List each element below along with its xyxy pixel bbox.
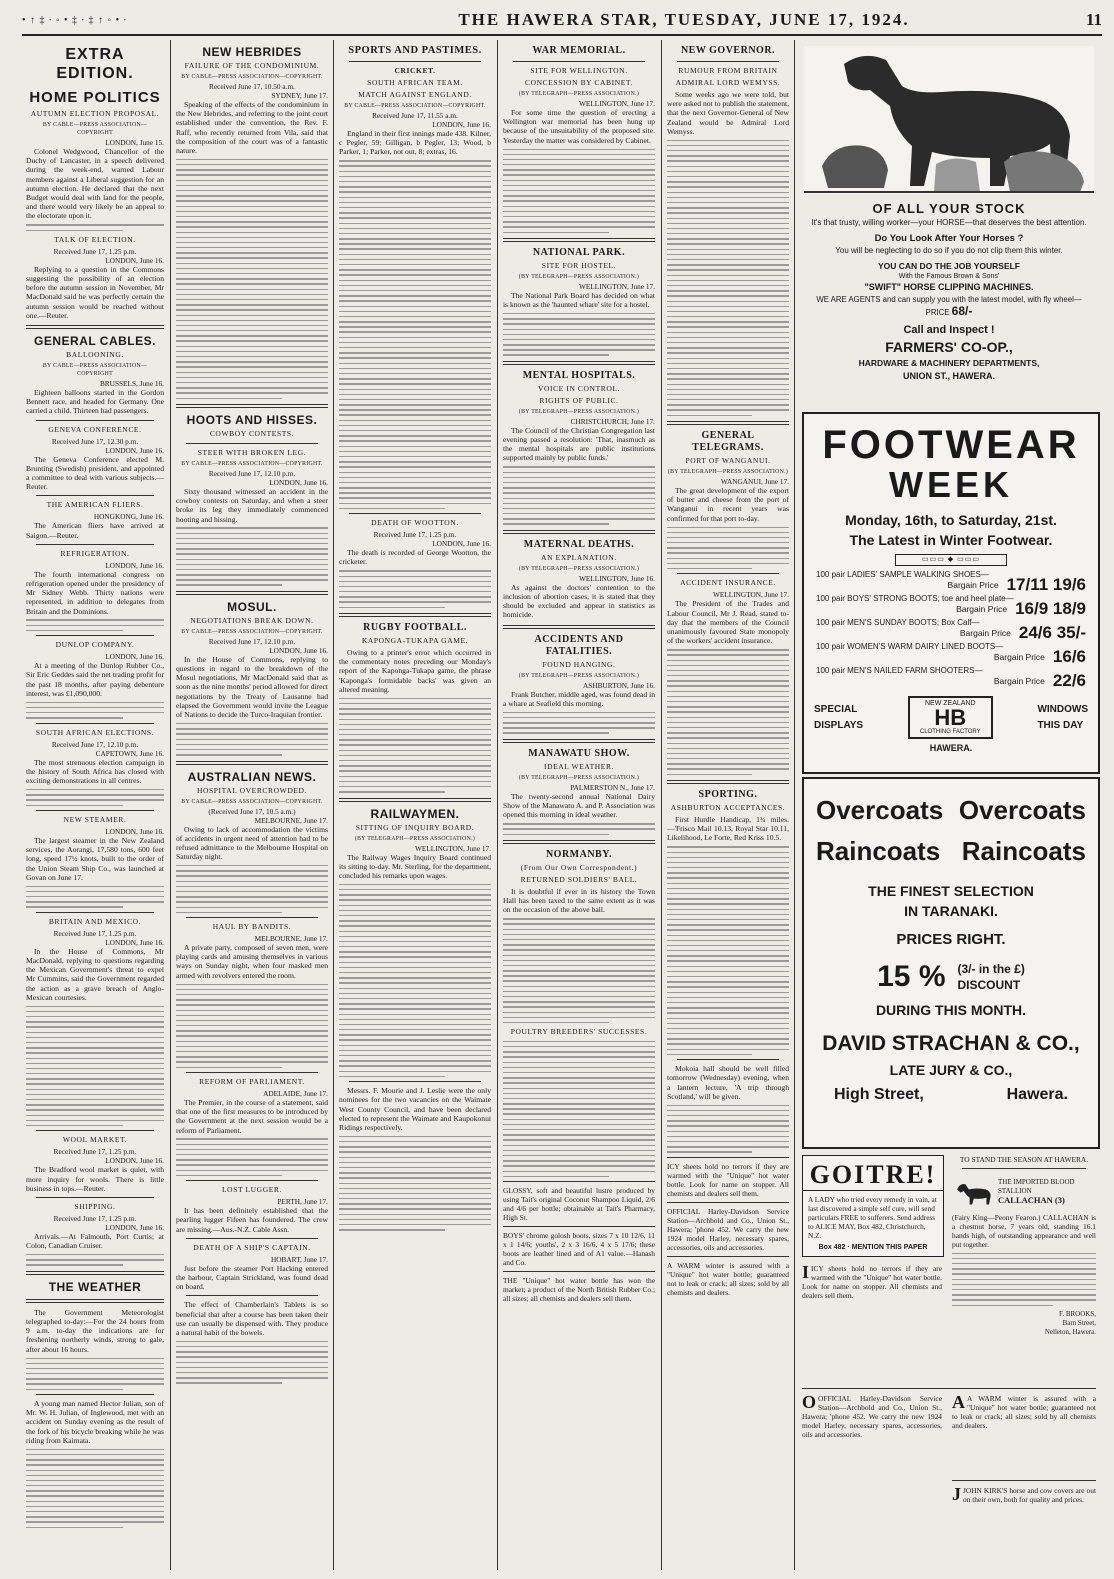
article-body: The largest steamer in the New Zealand services, the Aorangi, 17,580 tons, 600 feet long, speed 17½ knots, built to the order of the Union Steam Ship Co., was launched at Govan on June 17. xyxy=(26,835,164,882)
article-body: In the House of Commons, replying to questions in regard to the breakdown of the Mosul negotiations, Mr MacDonald said that as soon as the nine months' period allowed for direct negotiations by the Treaty of Lausanne had elapsed the Government would invite the League of Nations to decide the Turco-Iraquian frontier. xyxy=(176,654,328,720)
dateline: WELLINGTON, June 17. xyxy=(578,99,655,108)
masthead xyxy=(22,6,1102,36)
article-subheading: FAILURE OF THE CONDOMINIUM. xyxy=(184,61,320,70)
article-subheading: LOST LUGGER. xyxy=(222,1185,282,1195)
article-body: In the House of Commons, Mr MacDonald, replying to questions regarding the Mexican Government's threat to expel Mr Cummins, said the Government regarded the action as a grave breach of Anglo-Mexican courtesies. xyxy=(26,946,164,1002)
dateline: CAPETOWN, June 16. xyxy=(95,748,164,758)
new-hebrides-heading: NEW HEBRIDES xyxy=(202,45,302,59)
footwear-item-label: 100 pair WOMEN'S WARM DAIRY LINED BOOTS— xyxy=(816,642,1004,651)
general-telegrams-heading: GENERAL TELEGRAMS. xyxy=(692,430,764,454)
article-body: A young man named Hector Julian, son of Mr. W. H. Julian, of Inglewood, met with an accident on Sunday evening as the result of the fork of his bicycle breaking while he was riding from Kaimata. xyxy=(26,1399,164,1445)
footwear-item-sub: Bargain Price xyxy=(956,604,1008,614)
column-rule xyxy=(333,40,334,1570)
article-subheading: IDEAL WEATHER. xyxy=(543,761,615,771)
overcoats-line: DURING THIS MONTH. xyxy=(875,1002,1027,1018)
dateline: WELLINGTON, June 17. xyxy=(414,843,491,853)
dateline: LONDON, June 16. xyxy=(269,477,328,487)
article-body: The National Park Board has decided on what is known as the 'haunted whare' site for a hostel. xyxy=(503,290,655,310)
strachan-company: DAVID STRACHAN & CO., xyxy=(822,1032,1080,1055)
dateline: HOBART, June 17. xyxy=(271,1254,328,1264)
article-subheading: CRICKET. xyxy=(394,66,436,75)
footwear-item-sub: Bargain Price xyxy=(959,628,1011,638)
byline: (BY TELEGRAPH—PRESS ASSOCIATION.) xyxy=(518,408,640,415)
stock-line: You will be neglecting to do so if you do not clip them this winter. xyxy=(835,246,1063,255)
overcoats-line: LATE JURY & CO., xyxy=(889,1062,1013,1078)
article-subheading: SOUTH AFRICAN TEAM. xyxy=(367,78,463,87)
byline: BY CABLE—PRESS ASSOCIATION—COPYRIGHT. xyxy=(344,103,486,109)
warm-ad xyxy=(667,1261,789,1297)
dateline: PALMERSTON N., June 17. xyxy=(570,782,655,792)
official-ad-right-text: OFFICIAL Harley-Davidson Service Station—Archbold and Co., Union St., Hawera; 'phone 452. We carry the new 1924 model Harley, necessary spares, accessories, oils and accessories. xyxy=(802,1394,942,1439)
article-body: The Bradford wool market is quiet, with more inquiry for wools. There is little business in tops.—Reuter. xyxy=(26,1165,164,1193)
icy-ad-right: IICY sheets hold no terrors if they are warmed with the "Unique" hot water bottle. Look for name on stopper. All chemists and dealers sell them. xyxy=(802,1264,942,1300)
kirk-ad: JJOHN KIRK'S horse and cow covers are out on their own, both for quality and prices. xyxy=(952,1486,1096,1504)
received-line: Received June 17, 12.10 p.m. xyxy=(208,636,296,646)
byline: (BY TELEGRAPH—PRESS ASSOCIATION.) xyxy=(518,91,640,97)
boys-ad xyxy=(503,1231,655,1267)
article-body: Frank Butcher, middle aged, was found dead in a whare at Seafield this morning. xyxy=(503,689,655,708)
dateline: LONDON, June 16. xyxy=(105,445,164,455)
article-body: Some weeks ago we were told, but were asked not to publish the statement, that the next Governor-General of New Zealand would be Admiral Lord Wemyss. xyxy=(667,90,789,136)
footwear-item-label: 100 pair MEN'S NAILED FARM SHOOTERS— xyxy=(816,666,983,675)
article-body: It has been definitely established that the pearling lugger Fifeen has foundered. The crew are missing.—Aus.-N.Z. Cable Assn. xyxy=(176,1206,328,1234)
home-politics-heading: HOME POLITICS xyxy=(29,89,161,106)
article-body: Owing to lack of accommodation the victims of accidents in urgent need of attention had to be refused admittance to the Melbourne Hospital on Saturday night. xyxy=(176,824,328,862)
goitre-mention: MENTION THIS PAPER xyxy=(851,1244,928,1251)
footwear-item-label: 100 pair LADIES' SAMPLE WALKING SHOES— xyxy=(816,570,989,579)
overcoats-text: Overcoats xyxy=(958,795,1086,825)
dateline: LONDON, June 16. xyxy=(105,1156,164,1166)
stock-line: WE ARE AGENTS and can supply you with the latest model, with fly wheel—PRICE 68/- xyxy=(816,295,1082,318)
received-line: Received June 17, 12.10 p.m. xyxy=(208,468,296,478)
displays-text: DISPLAYS xyxy=(814,719,864,731)
received-line: (Received June 17, 10.5 a.m.) xyxy=(208,806,296,816)
footwear-footer xyxy=(804,690,1098,739)
article-subheading: ADMIRAL LORD WEMYSS. xyxy=(675,78,781,87)
war-memorial-heading: WAR MEMORIAL. xyxy=(532,45,626,56)
icy-ad-right-text: ICY sheets hold no terrors if they are warmed with the "Unique" hot water bottle. Look for name on stopper. All chemists and dealers sell them. xyxy=(802,1264,942,1300)
goitre-ad: GOITRE! A LADY who tried every remedy in vain, at last discovered a simple self cure, will send particulars FREE to sufferers. Send address to ALICE MAY, Box 482, Christchurch, N.Z. Box 482 · MENTION THIS PAPER xyxy=(802,1155,944,1257)
article-subheading: SITE FOR WELLINGTON. xyxy=(530,66,628,75)
article-subheading: RUMOUR FROM BRITAIN xyxy=(678,66,778,75)
discount-percent: 15 % xyxy=(877,960,946,993)
article-subheading: (From Our Own Correspondent.) xyxy=(520,862,638,872)
dateline: LONDON, June 16. xyxy=(105,255,164,265)
received-line: Received June 17, 1.25 p.m. xyxy=(53,1147,137,1157)
overcoats-line: THE FINEST SELECTION xyxy=(868,883,1034,899)
new-governor-heading: NEW GOVERNOR. xyxy=(680,45,776,56)
stock-question: Do You Look After Your Horses ? xyxy=(874,233,1024,244)
footwear-item-price: 16/9 18/9 xyxy=(1015,599,1086,618)
official-ad-right: OOFFICIAL Harley-Davidson Service Station—Archbold and Co., Union St., Hawera; 'phone 452. We carry the new 1924 model Harley, necessary spares, accessories, oils and accessories. xyxy=(802,1394,942,1439)
dateline: HONGKONG, June 16. xyxy=(93,512,164,522)
mental-hospitals-heading: MENTAL HOSPITALS. xyxy=(522,369,636,381)
address-street: High Street, xyxy=(834,1086,924,1103)
footwear-item-sub: Bargain Price xyxy=(993,652,1045,662)
windows-text: WINDOWS xyxy=(1037,703,1088,715)
warm-ad-right: A A WARM winter is assured with a "Unique" hot water bottle; guaranteed not to leak or crack; all sizes; sold by all chemists and dealers. xyxy=(952,1394,1096,1430)
dateline: PERTH, June 17. xyxy=(277,1197,328,1207)
article-subheading: THE AMERICAN FLIERS. xyxy=(46,500,144,510)
column-4 xyxy=(503,40,655,1570)
stock-company: FARMERS' CO-OP., xyxy=(885,339,1013,355)
article-body: The Railway Wages Inquiry Board continued its sitting to-day. Mr. Sterling, for the department, concluded his remarks upon wages. xyxy=(339,852,491,880)
footwear-item xyxy=(804,642,1098,666)
dateline: MELBOURNE, June 17. xyxy=(254,934,328,944)
article-body: The Geneva Conference elected M. Brunting (Swedish) president, and appointed a committee to deal with various subjects.—Reuter. xyxy=(26,454,164,492)
article-subheading: MATCH AGAINST ENGLAND. xyxy=(358,90,472,99)
extra-edition-heading: EXTRA EDITION. xyxy=(56,46,134,82)
mosul-heading: MOSUL. xyxy=(227,599,277,614)
national-park-heading: NATIONAL PARK. xyxy=(532,246,626,258)
boys-ad-text: BOYS' chrome golosh boots, sizes 7 x 10 12/6, 11 x 1 14/6; youths', 2 x 3 16/6, 4 x 5 17/6; these boots are leather lined and of A1 value.—Hanash and Co. xyxy=(503,1231,655,1268)
dateline: CHRISTCHURCH, June 17. xyxy=(570,416,655,426)
unique-ad xyxy=(503,1276,655,1303)
received-line: Received June 17, 1.25 p.m. xyxy=(53,928,137,938)
overcoats-ad xyxy=(802,777,1100,1149)
article-subheading: NEGOTIATIONS BREAK DOWN. xyxy=(190,615,314,625)
dateline: SYDNEY, June 17. xyxy=(271,91,328,100)
article-subheading: BRITAIN AND MEXICO. xyxy=(48,916,142,926)
article-body: The most strenuous election campaign in the history of South Africa has closed with exciting demonstrations in all centres. xyxy=(26,757,164,786)
article-body: At a meeting of the Dunlop Rubber Co., Sir Eric Geddes said the net trading profit for the past 18 months, after paying debenture interest, was £1,090,000. xyxy=(26,661,164,698)
footwear-item-sub: Bargain Price xyxy=(947,580,999,590)
article-subheading: HOSPITAL OVERCROWDED. xyxy=(196,785,308,795)
stock-price: 68/- xyxy=(951,304,973,318)
dateline: LONDON, June 16. xyxy=(105,560,164,570)
sporting-heading: SPORTING. xyxy=(698,789,758,801)
article-body: The President of the Trades and Labour Council, Mr J. Read, stated to-day that the members of the Council unanimously favoured State monopoly of the workers' accident insurance. xyxy=(667,599,789,646)
article-subheading: DEATH OF WOOTTON. xyxy=(371,518,459,528)
article-body: As against the doctors' contention to the inclusion of abortion cases, it is stated that they should be excluded and appear in statistics as homicide. xyxy=(503,582,655,620)
dateline: LONDON, June 16. xyxy=(269,645,328,655)
official-ad-text: OFFICIAL Harley-Davidson Service Station—Archbold and Co., Union St., Hawera; 'phone 452. We carry the new 1924 model Harley, necessary spares, accessories, oils and accessories. xyxy=(667,1206,789,1252)
dateline: WELLINGTON, June 16. xyxy=(578,573,655,583)
column-rule xyxy=(497,40,498,1570)
glossy-ad xyxy=(503,1186,655,1222)
maternal-deaths-heading: MATERNAL DEATHS. xyxy=(523,538,635,550)
article-subheading: SITE FOR HOSTEL. xyxy=(541,260,617,270)
footwear-item xyxy=(804,570,1098,594)
footwear-week: WEEK xyxy=(889,464,1013,505)
article-subheading: NEW STEAMER. xyxy=(63,814,127,824)
stock-line: UNION ST., HAWERA. xyxy=(902,371,995,381)
article-subheading: RIGHTS OF PUBLIC. xyxy=(539,395,619,405)
article-body: Messrs. F. Mourie and J. Leslie were the only nominees for the two vacancies on the Waimate West County Council, and have been declared elected to represent the Waimate and Kaupokonui Ridings respectively. xyxy=(339,1086,491,1132)
article-subheading: SITTING OF INQUIRY BOARD. xyxy=(355,822,475,832)
article-body: It is doubtful if ever in its history the Town Hall has been taxed to the same extent as it was on the occasion of the above ball. xyxy=(503,886,655,915)
hb-logo: NEW ZEALAND HB CLOTHING FACTORY xyxy=(908,696,993,739)
footwear-item-price: 17/11 19/6 xyxy=(1006,575,1086,594)
dateline: ADELAIDE, June 17. xyxy=(263,1088,328,1098)
stock-machine: "SWIFT" HORSE CLIPPING MACHINES. xyxy=(864,282,1034,292)
icy-ad xyxy=(667,1162,789,1198)
article-subheading: ASHBURTON ACCEPTANCES. xyxy=(670,803,786,813)
received-line: Received June 17, 12.30 p.m. xyxy=(51,436,139,446)
dateline: LONDON, June 16. xyxy=(432,120,491,129)
received-line: Received June 17, 1.25 p.m. xyxy=(53,1213,137,1223)
byline: BY CABLE—PRESS ASSOCIATION—COPYRIGHT. xyxy=(181,628,323,635)
article-body: England in their first innings made 438. Kilner, c Pegler, 59; Gilligan, b Pegler, 13; Wood, b Parker, 1; Parker, not out, 8; extras, 16. xyxy=(339,129,491,157)
article-subheading: COWBOY CONTESTS. xyxy=(209,428,295,438)
accidents-heading: ACCIDENTS AND FATALITIES. xyxy=(534,633,624,657)
address-town: Hawera. xyxy=(1006,1086,1068,1103)
article-body: The Government Meteorologist telegraphed to-day:—For the 24 hours from 9 a.m. to-day the indications are for freshening northerly winds, strong to gale, after about 16 hours. xyxy=(26,1307,164,1354)
dateline: LONDON, June 15. xyxy=(105,138,164,147)
article-body: Owing to a printer's error which occurred in the commentary notes preceding our Monday's report of the Kaponga-Tukapa game, the phrase 'Kaponga's formidable backs' was given an altered meaning. xyxy=(339,648,491,694)
footwear-items xyxy=(804,570,1098,690)
column-rule xyxy=(661,40,662,1570)
footwear-item xyxy=(804,666,1098,690)
article-subheading: FOUND HANGING. xyxy=(542,659,616,669)
article-subheading: TALK OF ELECTION. xyxy=(54,234,136,244)
dateline: LONDON, June 16. xyxy=(105,1222,164,1232)
dateline: LONDON, June 16. xyxy=(105,937,164,947)
dateline: ASHBURTON, June 16. xyxy=(583,680,655,690)
warm-ad-right-text: A WARM winter is assured with a "Unique" hot water bottle; guaranteed not to leak or crack; all sizes; sold by all chemists and dealers. xyxy=(952,1394,1096,1430)
stock-line: Call and Inspect ! xyxy=(903,324,995,336)
footwear-item-price: 22/6 xyxy=(1052,671,1086,690)
column-rule xyxy=(794,40,795,1570)
article-body: For some time the question of erecting a Wellington war memorial has been hung up because of the unsuitability of the proposed site. Yesterday the matter was considered by Cabinet. xyxy=(503,108,655,145)
article-body: Eighteen balloons started in the Gordon Bennett race, and headed for Germany. One carried a child. Thirteen had passengers. xyxy=(26,387,164,416)
article-body: Replying to a question in the Commons suggesting the possibility of an election before the autumn session in November, Mr MacDonald said he was perfectly certain the autumn session would be reached without one.—Reuter. xyxy=(26,264,164,320)
footwear-item xyxy=(804,618,1098,642)
stock-line: It's that trusty, willing worker—your HORSE—that deserves the best attention. xyxy=(811,218,1087,227)
footwear-subtitle: The Latest in Winter Footwear. xyxy=(849,532,1053,548)
article-subheading: HAUL BY BANDITS. xyxy=(212,922,292,932)
received-line: Received June 17, 12.10 p.m. xyxy=(51,739,139,749)
masthead-title: THE HAWERA STAR, TUESDAY, JUNE 17, 1924. xyxy=(458,10,910,29)
received-line: Received June 17, 1.25 p.m. xyxy=(53,246,137,256)
article-body: First Hurdle Handicap, 1¾ miles.—'Frisco Mail 10.13, Royal Star 10.11, Likelihood, Le Forte, Red Kriss 10.5. xyxy=(667,815,789,843)
official-ad xyxy=(667,1207,789,1252)
unique-ad-text: THE "Unique" hot water bottle has won the market; a product of the North British Rubber Co.; all sizes; all chemists and dealers sell them. xyxy=(503,1276,655,1304)
received-line: Received June 17, 1.25 p.m. xyxy=(373,530,457,540)
dateline: WANGANUI, June 17. xyxy=(720,477,789,487)
article-body: Mokoia hall should be well filled tomorrow (Wednesday) evening, when a lantern lecture, 'A trip through Scotland,' will be given. xyxy=(667,1064,789,1101)
livestock-illustration xyxy=(804,46,1094,194)
stock-line: With the Famous Brown & Sons' xyxy=(898,273,1000,280)
column-2 xyxy=(176,40,328,1570)
column-rule xyxy=(170,40,171,1570)
stallion-sig: Nelleton, Hawera. xyxy=(1044,1327,1096,1336)
article-body: The Premier, in the course of a statement, said that one of the first measures to be introduced by the Government at the next session would be a reform of Parliament. xyxy=(176,1097,328,1135)
column-1 xyxy=(26,40,164,1570)
article-subheading: DEATH OF A SHIP'S CAPTAIN. xyxy=(193,1242,311,1252)
footwear-item-label: 100 pair MEN'S SUNDAY BOOTS; Box Calf— xyxy=(816,618,980,627)
column-3 xyxy=(339,40,491,1570)
stallion-name: CALLACHAN (3) xyxy=(998,1194,1065,1205)
footwear-item-price: 24/6 35/- xyxy=(1018,623,1086,642)
article-subheading: WOOL MARKET. xyxy=(62,1135,128,1145)
dateline: LONDON, June 16. xyxy=(432,539,491,549)
footwear-logo-strip: ▭▭▭ ◆ ▭▭▭ xyxy=(895,554,1007,566)
stock-title: OF ALL YOUR STOCK xyxy=(872,201,1026,216)
goitre-text: A LADY who tried every remedy in vain, at last discovered a simple self cure, will send particulars FREE to sufferers. Send address to ALICE MAY, Box 482, Christchurch, N.Z. xyxy=(808,1195,937,1240)
byline: (BY TELEGRAPH—PRESS ASSOCIATION.) xyxy=(354,835,476,842)
article-subheading: POULTRY BREEDERS' SUCCESSES. xyxy=(510,1027,648,1037)
received-line: Received June 17, 11.55 a.m. xyxy=(372,111,458,120)
byline: (BY TELEGRAPH—PRESS ASSOCIATION.) xyxy=(518,565,640,572)
sports-heading: SPORTS AND PASTIMES. xyxy=(348,45,482,56)
hoots-heading: HOOTS AND HISSES. xyxy=(186,412,318,427)
stallion-ad xyxy=(952,1155,1096,1385)
article-subheading: ACCIDENT INSURANCE. xyxy=(680,578,776,588)
article-subheading: REFRIGERATION. xyxy=(60,548,130,558)
goitre-title: GOITRE! xyxy=(803,1160,943,1191)
article-body: A private party, composed of seven men, were playing cards and amusing themselves in various ways on Sunday night, when four masked men armed with revolvers entered the room. xyxy=(176,943,328,980)
stallion-sig: Barn Street, xyxy=(1062,1318,1096,1327)
page-number: 11 xyxy=(1085,10,1102,29)
article-body: The fourth international congress on refrigeration opened under the presidency of Mr Sidney Webb. Thirty nations were represented, in addition to delegates from Britain and the Dominions. xyxy=(26,569,164,616)
rugby-heading: RUGBY FOOTBALL. xyxy=(363,622,467,634)
article-subheading: KAPONGA-TUKAPA GAME. xyxy=(361,636,469,646)
article-body: Speaking of the effects of the condominium in the New Hebrides, and referring to the joint court established under the convention, the Rev. F. Raff, who recently returned from Vila, said that the composition of the court was of a fantastic nature. xyxy=(176,100,328,156)
overcoats-text: Overcoats xyxy=(816,795,944,825)
dateline: MELBOURNE, June 17. xyxy=(254,815,328,825)
received-line: Received June 17, 10.50 a.m. xyxy=(209,82,295,91)
article-subheading: SOUTH AFRICAN ELECTIONS. xyxy=(35,727,155,737)
article-body: Arrivals.—At Falmouth, Port Curtis; at Colon, Canadian Cruiser. xyxy=(26,1231,164,1251)
footwear-title: FOOTWEAR xyxy=(822,423,1080,467)
article-body: The twenty-second annual National Dairy Show of the Manawatu A. and P. Association was opened this morning in ideal weather. xyxy=(503,791,655,820)
byline: BY CABLE—PRESS ASSOCIATION—COPYRIGHT. xyxy=(181,74,323,80)
stock-line: HARDWARE & MACHINERY DEPARTMENTS, xyxy=(858,358,1040,368)
masthead-ornament: • ↑ ‡ ∙ ◦ • ‡ ∙ ‡ ↑ ◦ • ∙ xyxy=(22,14,128,26)
byline: (BY TELEGRAPH—PRESS ASSOCIATION.) xyxy=(667,469,789,476)
discount-note: (3/- in the £) xyxy=(957,962,1025,976)
article-subheading: AUTUMN ELECTION PROPOSAL. xyxy=(30,109,160,118)
stallion-line: THE IMPORTED BLOOD STALLION xyxy=(998,1177,1075,1195)
article-body: Just before the steamer Port Hacking entered the harbour, Captain Strickland, was found dead on board. xyxy=(176,1263,328,1292)
article-subheading: CONCESSION BY CABINET. xyxy=(525,78,633,87)
byline: (BY TELEGRAPH—PRESS ASSOCIATION.) xyxy=(518,672,640,679)
article-body: Sixty thousand witnessed an accident in the cowboy contests on Saturday, and when a steer broke its leg they immediately commenced hooting and hissing. xyxy=(176,486,328,524)
column-5 xyxy=(667,40,789,1570)
article-subheading: BALLOONING. xyxy=(66,349,124,359)
overcoats-line: IN TARANAKI. xyxy=(904,903,998,919)
dateline: WELLINGTON, June 17. xyxy=(712,590,789,600)
dateline: LONDON, June 16. xyxy=(105,826,164,836)
overcoats-line: PRICES RIGHT. xyxy=(896,931,1006,948)
article-body: The effect of Chamberlain's Tablets is so beneficial that after a course has been taken their use can usually be dispensed with. They produce a natural habit of the bowels. xyxy=(176,1300,328,1337)
horse-icon xyxy=(952,1173,994,1209)
byline: BY CABLE—PRESS ASSOCIATION—COPYRIGHT xyxy=(42,122,148,136)
raincoats-text: Raincoats xyxy=(816,836,941,866)
special-text: SPECIAL xyxy=(814,703,858,715)
byline: BY CABLE—PRESS ASSOCIATION—COPYRIGHT. xyxy=(181,460,323,467)
byline: (BY TELEGRAPH—PRESS ASSOCIATION.) xyxy=(518,273,640,280)
article-body: The great development of the export of butter and cheese from the port of Wanganui in recent years was confirmed for that port to-day. xyxy=(667,486,789,523)
article-subheading: REFORM OF PARLIAMENT. xyxy=(199,1076,305,1086)
article-subheading: VOICE IN CONTROL. xyxy=(537,383,621,393)
railwaymen-heading: RAILWAYMEN. xyxy=(370,806,460,821)
footwear-dates: Monday, 16th, to Saturday, 21st. xyxy=(845,512,1057,528)
goitre-box: Box 482 xyxy=(818,1244,846,1251)
stallion-text: (Fairy King—Peony Fearon.) CALLACHAN is a chestnut horse, 7 years old, standing 16.1 hands high, of outstanding appearance and well put together. xyxy=(952,1213,1096,1249)
article-body: The American fliers have arrived at Saigon.—Reuter. xyxy=(26,521,164,540)
dateline: LONDON, June 16. xyxy=(105,652,164,662)
byline: BY CABLE—PRESS ASSOCIATION—COPYRIGHT xyxy=(42,362,148,377)
general-cables-heading: GENERAL CABLES. xyxy=(34,333,156,348)
stallion-sig: F. BROOKS, xyxy=(1059,1309,1096,1318)
article-subheading: PORT OF WANGANUI. xyxy=(685,456,771,466)
normanby-heading: NORMANBY. xyxy=(545,848,613,860)
horse-clipping-ad xyxy=(800,40,1098,404)
footwear-town: HAWERA. xyxy=(929,743,973,753)
article-subheading: GENEVA CONFERENCE. xyxy=(48,424,142,434)
dateline: WELLINGTON, June 17. xyxy=(578,281,655,291)
article-subheading: SHIPPING. xyxy=(74,1201,116,1211)
weather-heading: THE WEATHER xyxy=(48,1279,142,1294)
article-subheading: DUNLOP COMPANY. xyxy=(55,640,135,650)
article-subheading: AN EXPLANATION. xyxy=(541,552,617,562)
this-day-text: THIS DAY xyxy=(1037,719,1084,731)
australian-news-heading: AUSTRALIAN NEWS. xyxy=(187,769,317,784)
manawatu-show-heading: MANAWATU SHOW. xyxy=(528,747,630,759)
article-body: The death is recorded of George Wootton, the cricketer. xyxy=(339,548,491,567)
dateline: BRUSSELS, June 16. xyxy=(99,378,164,388)
icy-ad-text: ICY sheets hold no terrors if they are warmed with the "Unique" hot water bottle. Look for name on stopper. All chemists and dealers sell them. xyxy=(667,1161,789,1198)
footwear-item-sub: Bargain Price xyxy=(993,676,1045,686)
byline: BY CABLE—PRESS ASSOCIATION—COPYRIGHT. xyxy=(181,798,323,805)
footwear-week-ad xyxy=(802,412,1100,774)
article-body: The Council of the Christian Congregation last evening passed a resolution: 'That, inasmuch as the mental hospitals are public institutions supported mainly by public funds.' xyxy=(503,425,655,463)
kirk-ad-text: JOHN KIRK'S horse and cow covers are out on their own, both for quality and prices. xyxy=(963,1486,1096,1504)
stallion-line: TO STAND THE SEASON AT HAWERA. xyxy=(959,1155,1089,1164)
footwear-item-label: 100 pair BOYS' STRONG BOOTS; toe and heel plate— xyxy=(816,594,1014,603)
article-subheading: RETURNED SOLDIERS' BALL. xyxy=(520,874,638,884)
footwear-item xyxy=(804,594,1098,618)
warm-ad-text: A WARM winter is assured with a "Unique" hot water bottle; guaranteed not to leak or crack; all sizes; sold by all chemists and dealers. xyxy=(667,1260,789,1297)
article-body: Colonel Wedgwood, Chancellor of the Duchy of Lancaster, in a speech delivered during the week-end, warned Labour members against a Liberal suggestion for an autumn election. He declared that the next Budget would deal with land for the people, and there would very likely be an appeal to the electorate upon it. xyxy=(26,147,164,221)
byline: (BY TELEGRAPH—PRESS ASSOCIATION.) xyxy=(518,774,640,781)
glossy-ad-text: GLOSSY, soft and beautiful lustre produced by using Tait's original Coconut Shampoo Liquid, 2/6 and 4/6 per bottle; obtainable at Tait's Pharmacy, High St. xyxy=(503,1186,655,1223)
stock-line: YOU CAN DO THE JOB YOURSELF xyxy=(878,261,1020,271)
footwear-item-price: 16/6 xyxy=(1052,647,1086,666)
raincoats-text: Raincoats xyxy=(961,836,1086,866)
article-subheading: STEER WITH BROKEN LEG. xyxy=(197,447,307,457)
discount-label: DISCOUNT xyxy=(957,978,1021,992)
